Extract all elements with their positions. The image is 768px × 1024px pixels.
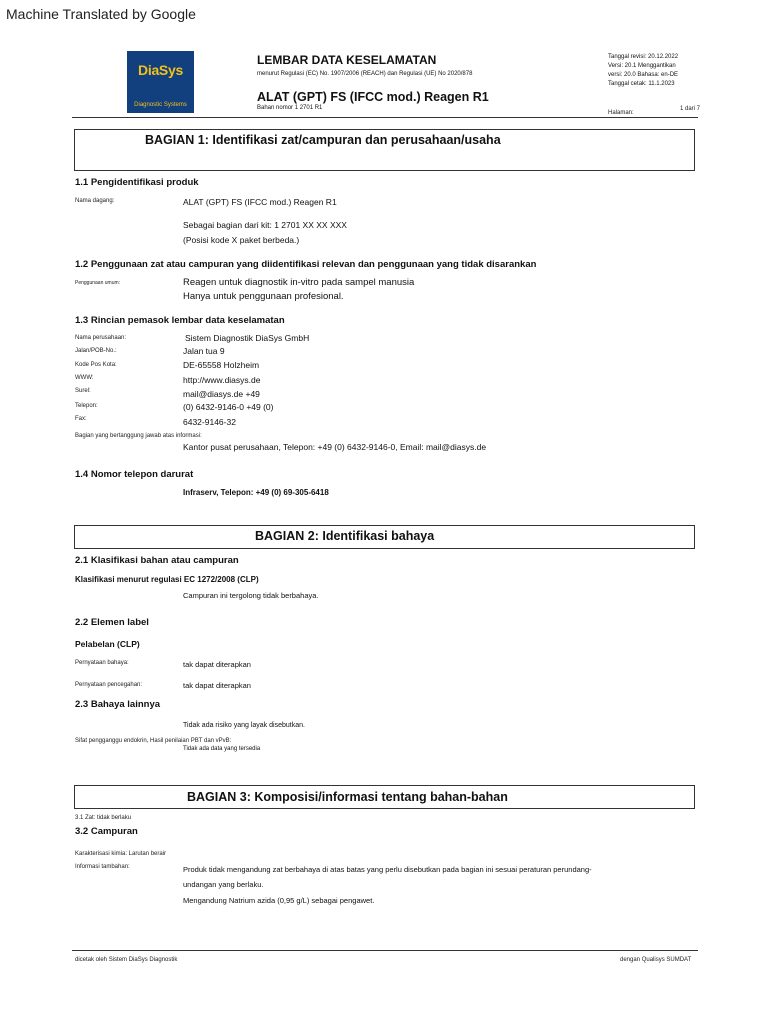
section-1-title: BAGIAN 1: Identifikasi zat/campuran dan perusahaan/usaha: [145, 133, 501, 147]
subsection-1-4-heading: 1.4 Nomor telepon darurat: [75, 469, 194, 480]
subsection-2-1-heading: 2.1 Klasifikasi bahan atau campuran: [75, 555, 239, 566]
section-2-title: BAGIAN 2: Identifikasi bahaya: [255, 529, 435, 543]
email-link[interactable]: mail@diasys.de +49: [183, 389, 260, 399]
supplier-label: Telepon:: [75, 403, 98, 409]
meta-line: Versi: 20.1 Menggantikan: [608, 63, 676, 69]
page-number: 1 dari 7: [680, 106, 701, 112]
supplier-value: Jalan tua 9: [183, 346, 225, 356]
supplier-label: Kode Pos Kota:: [75, 362, 117, 368]
kit-line: Sebagai bagian dari kit: 1 2701 XX XX XXX: [183, 220, 347, 230]
clp-classification: Campuran ini tergolong tidak berbahaya.: [183, 591, 319, 600]
kit-note: (Posisi kode X paket berbeda.): [183, 235, 300, 245]
document-title: LEMBAR DATA KESELAMATAN: [257, 53, 437, 67]
supplier-value: DE-65558 Holzheim: [183, 360, 260, 370]
responsible-label: Bagian yang bertanggung jawab atas informasi:: [75, 433, 202, 439]
supplier-label: Nama perusahaan:: [75, 335, 127, 341]
machine-translation-banner: Machine Translated by Google: [6, 6, 196, 22]
subsection-2-3-heading: 2.3 Bahaya lainnya: [75, 699, 161, 710]
material-number: Bahan nomor 1 2701 R1: [257, 105, 323, 111]
chemical-characterization: Karakterisasi kimia: Larutan berair: [75, 851, 167, 857]
meta-line: Tanggal revisi: 20.12.2022: [608, 54, 679, 60]
hazard-statement-value: tak dapat diterapkan: [183, 660, 251, 669]
footer-right: dengan Qualisys SUMDAT: [620, 957, 692, 963]
supplier-label: Fax:: [75, 416, 87, 422]
substance-note: 3.1 Zat: tidak berlaku: [75, 815, 132, 821]
supplier-label: WWW:: [75, 375, 94, 381]
use-line: Reagen untuk diagnostik in-vitro pada sampel manusia: [183, 277, 415, 288]
additional-info-line: Mengandung Natrium azida (0,95 g/L) sebagai pengawet.: [183, 896, 375, 905]
supplier-label: Jalan/POB-No.:: [75, 348, 117, 354]
meta-line: versi: 20.0 Bahasa: en-DE: [608, 72, 679, 78]
precaution-value: tak dapat diterapkan: [183, 681, 251, 690]
meta-line: Tanggal cetak: 11.1.2023: [608, 81, 675, 87]
other-hazards-value: Tidak ada risiko yang layak disebutkan.: [183, 722, 305, 729]
trade-name-value: ALAT (GPT) FS (IFCC mod.) Reagen R1: [183, 197, 337, 207]
additional-info-line: Produk tidak mengandung zat berbahaya di atas batas yang perlu disebutkan pada bagian ini sesuai peraturan perundang-: [183, 865, 592, 874]
responsible-value: Kantor pusat perusahaan, Telepon: +49 (0) 6432-9146-0, Email: mail@diasys.de: [183, 442, 487, 452]
website-link[interactable]: http://www.diasys.de: [183, 375, 261, 385]
additional-info-label: Informasi tambahan:: [75, 864, 130, 870]
logo-tagline: Diagnostic Systems: [134, 102, 187, 108]
subsection-1-1-heading: 1.1 Pengidentifikasi produk: [75, 177, 199, 188]
supplier-value: (0) 6432-9146-0 +49 (0): [183, 402, 274, 412]
use-line: Hanya untuk penggunaan profesional.: [183, 291, 344, 302]
regulation-line: menurut Regulasi (EC) No. 1907/2006 (REACH) dan Regulasi (UE) No 2020/878: [257, 71, 473, 77]
footer-divider: [72, 950, 698, 951]
page-label: Halaman:: [608, 110, 634, 116]
logo-brand: DiaSys: [138, 62, 183, 78]
header-divider: [72, 117, 698, 118]
supplier-value: Sistem Diagnostik DiaSys GmbH: [185, 333, 310, 343]
endocrine-label: Sifat pengganggu endokrin, Hasil penilaian PBT dan vPvB:: [75, 738, 232, 744]
supplier-value: 6432-9146-32: [183, 417, 236, 427]
section-3-title: BAGIAN 3: Komposisi/informasi tentang bahan-bahan: [187, 790, 508, 804]
subsection-1-3-heading: 1.3 Rincian pemasok lembar data keselamatan: [75, 315, 285, 326]
diasys-logo: [127, 51, 194, 113]
emergency-phone: Infraserv, Telepon: +49 (0) 69-305-6418: [183, 488, 329, 497]
precaution-label: Pernyataan pencegahan:: [75, 682, 143, 688]
subsection-3-2-heading: 3.2 Campuran: [75, 826, 138, 837]
endocrine-value: Tidak ada data yang tersedia: [183, 746, 261, 752]
trade-name-label: Nama dagang:: [75, 198, 115, 204]
revision-meta: [608, 53, 678, 89]
subsection-2-2-heading: 2.2 Elemen label: [75, 617, 149, 628]
product-title: ALAT (GPT) FS (IFCC mod.) Reagen R1: [257, 90, 489, 104]
supplier-label: Surel:: [75, 388, 91, 394]
clp-heading: Klasifikasi menurut regulasi EC 1272/2008 (CLP): [75, 575, 259, 584]
labeling-heading: Pelabelan (CLP): [75, 639, 140, 649]
hazard-statement-label: Pernyataan bahaya:: [75, 660, 129, 666]
general-use-label: Penggunaan umum:: [75, 280, 121, 286]
subsection-1-2-heading: 1.2 Penggunaan zat atau campuran yang diidentifikasi relevan dan penggunaan yang tidak disarankan: [75, 259, 537, 270]
additional-info-line: undangan yang berlaku.: [183, 880, 264, 889]
footer-left: dicetak oleh Sistem DiaSys Diagnostik: [75, 957, 178, 963]
